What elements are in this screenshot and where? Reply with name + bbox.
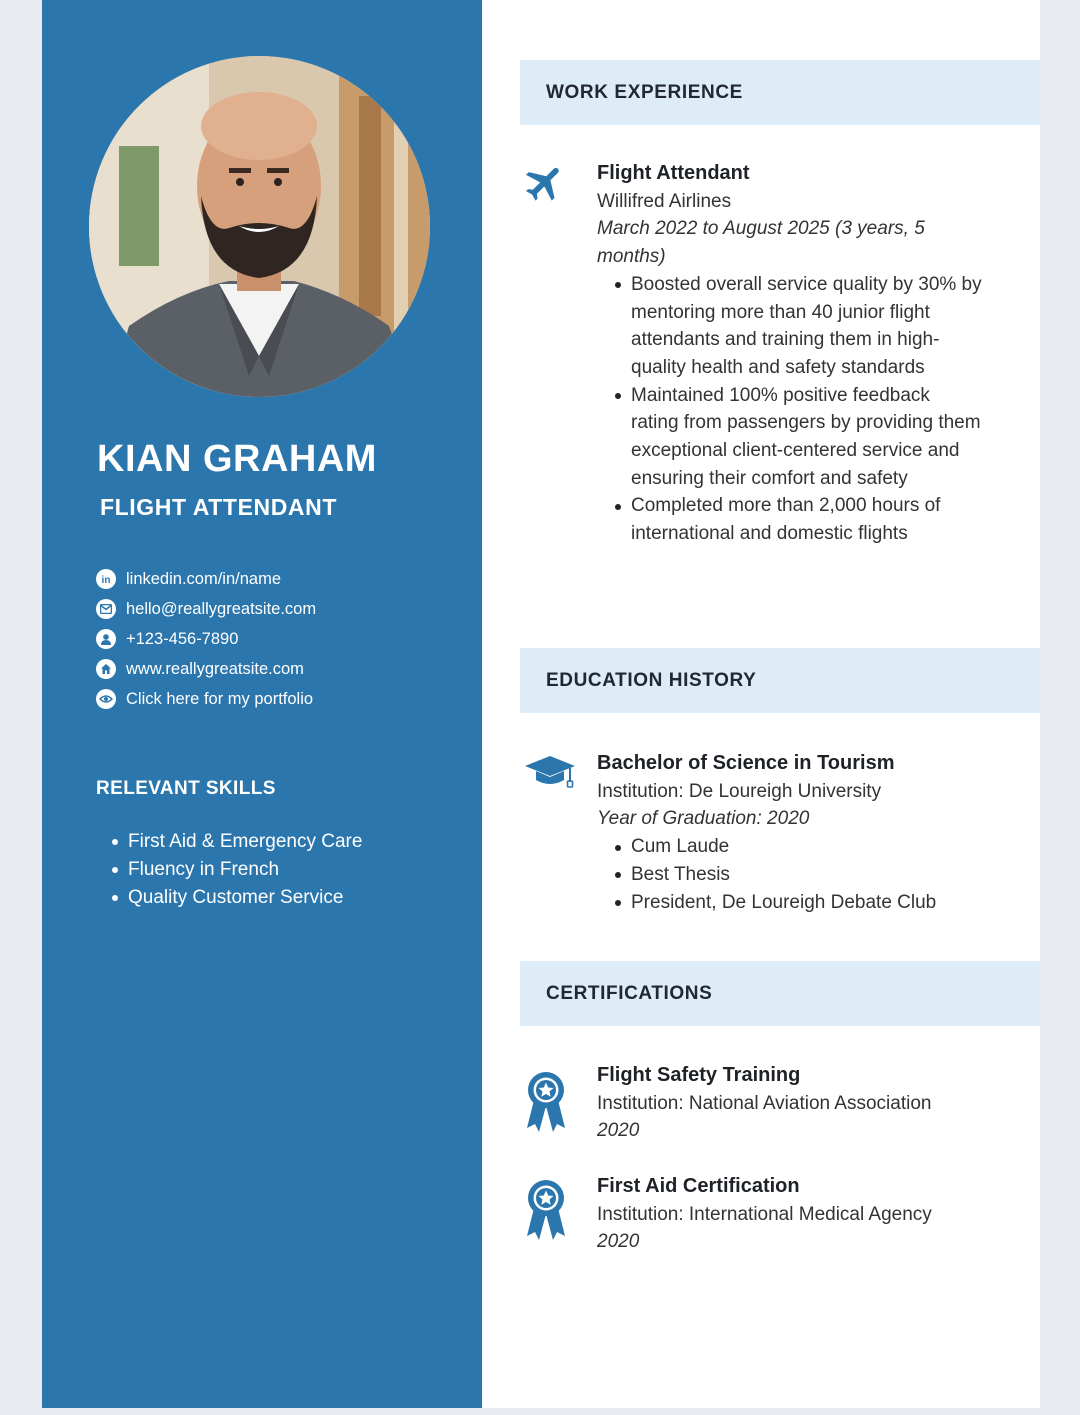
contact-website-text: www.reallygreatsite.com (126, 659, 304, 678)
graduation-cap-icon (524, 752, 576, 795)
education-institution: Institution: De Loureigh University (597, 780, 882, 802)
achievement-item: Maintained 100% positive feedback rating from passengers by providing them exceptional client-centered service and ensuring their comfort and safety (613, 382, 982, 493)
award-ribbon-icon (524, 1178, 568, 1247)
honor-item: Best Thesis (613, 861, 982, 889)
resume-page (42, 0, 1040, 1408)
contact-email-text: hello@reallygreatsite.com (126, 599, 317, 618)
skill-item: Quality Customer Service (112, 884, 362, 912)
skill-item: Fluency in French (112, 856, 362, 884)
job-title: Flight Attendant (597, 162, 750, 184)
home-icon (96, 659, 116, 679)
certification-title: First Aid Certification (597, 1175, 800, 1197)
honor-item: President, De Loureigh Debate Club (613, 889, 982, 917)
certification-institution: Institution: International Medical Agency (597, 1203, 932, 1225)
achievement-item: Completed more than 2,000 hours of international and domestic flights (613, 492, 982, 547)
skills-heading: RELEVANT SKILLS (96, 778, 276, 799)
candidate-name: KIAN GRAHAM (97, 438, 377, 480)
contact-phone[interactable] (96, 624, 316, 654)
contact-email[interactable] (96, 594, 316, 624)
profile-photo (89, 56, 430, 397)
contact-phone-text: +123-456-7890 (126, 629, 239, 648)
sidebar (42, 0, 482, 1408)
candidate-title: FLIGHT ATTENDANT (100, 494, 338, 520)
honor-item: Cum Laude (613, 833, 982, 861)
linkedin-icon (96, 569, 116, 589)
job-company: Willifred Airlines (597, 190, 732, 212)
contact-website[interactable] (96, 654, 316, 684)
contact-portfolio-text: Click here for my portfolio (126, 689, 314, 708)
education-entry (597, 750, 982, 916)
job-dates: March 2022 to August 2025 (3 years, 5 months) (597, 218, 925, 268)
email-icon (96, 599, 116, 619)
airplane-icon (522, 160, 568, 211)
certification-title: Flight Safety Training (597, 1064, 801, 1086)
job-achievements (613, 271, 982, 548)
certification-institution: Institution: National Aviation Association (597, 1092, 932, 1114)
contact-portfolio[interactable] (96, 684, 316, 714)
skill-item: First Aid & Emergency Care (112, 828, 362, 856)
work-experience-heading: WORK EXPERIENCE (546, 81, 743, 103)
achievement-item: Boosted overall service quality by 30% by mentoring more than 40 junior flight attendants and training them in high-quality health and safety standards (613, 271, 982, 382)
contact-list (96, 564, 316, 714)
svg-text:in: in (101, 575, 111, 586)
contact-linkedin[interactable] (96, 564, 316, 594)
certifications-heading: CERTIFICATIONS (546, 982, 713, 1004)
certification-entry (597, 1173, 982, 1256)
skills-list (112, 828, 362, 912)
certifications-header (520, 961, 1040, 1026)
graduation-year: Year of Graduation: 2020 (597, 808, 810, 830)
eye-icon (96, 689, 116, 709)
certification-year: 2020 (597, 1231, 640, 1253)
award-ribbon-icon (524, 1070, 568, 1139)
job-entry (597, 160, 982, 548)
education-heading: EDUCATION HISTORY (546, 669, 757, 691)
education-header (520, 648, 1040, 713)
contact-linkedin-text: linkedin.com/in/name (126, 569, 281, 588)
certification-entry (597, 1062, 982, 1145)
education-honors (613, 833, 982, 916)
degree-title: Bachelor of Science in Tourism (597, 752, 895, 774)
user-icon (96, 629, 116, 649)
certification-year: 2020 (597, 1120, 640, 1142)
work-experience-header (520, 60, 1040, 125)
